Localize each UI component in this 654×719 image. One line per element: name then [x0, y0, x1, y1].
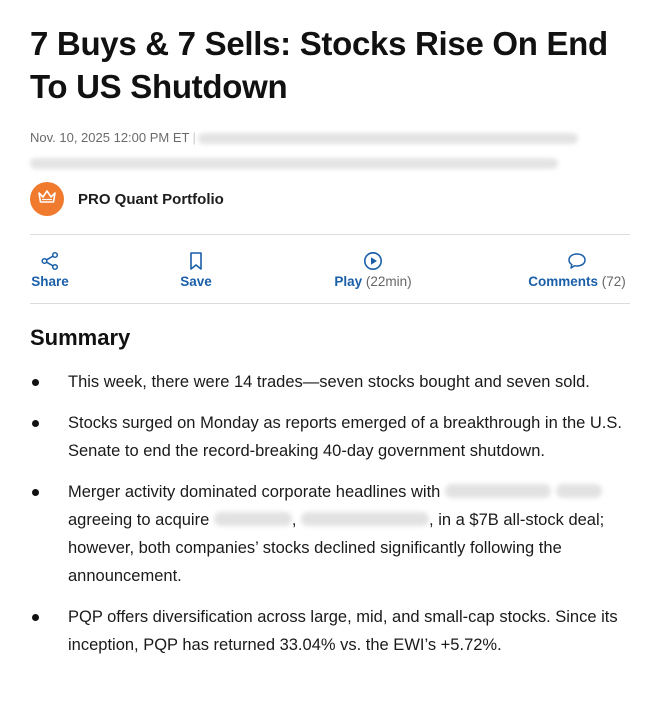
summary-bullet [30, 368, 630, 396]
comments-label: Comments (72) [528, 274, 626, 289]
save-label: Save [180, 274, 212, 289]
play-button[interactable] [330, 249, 416, 290]
crown-icon [37, 189, 57, 210]
redacted-tickers [30, 158, 558, 169]
bookmark-icon [188, 249, 204, 271]
article-date: Nov. 10, 2025 12:00 PM ET [30, 130, 190, 145]
save-button[interactable] [178, 249, 214, 290]
bullet-dot [32, 420, 39, 427]
comments-button[interactable] [524, 249, 630, 290]
play-label: Play (22min) [334, 274, 412, 289]
summary-bullet [30, 409, 630, 465]
summary-bullet [30, 478, 630, 590]
summary-bullet-text: This week, there were 14 trades—seven stocks bought and seven sold. [68, 373, 590, 391]
author-avatar[interactable] [30, 182, 64, 216]
summary-list [30, 368, 630, 659]
bullet-dot [32, 379, 39, 386]
author-name[interactable]: PRO Quant Portfolio [78, 190, 224, 208]
bullet-dot [32, 489, 39, 496]
meta-separator: | [192, 130, 196, 145]
share-icon [40, 249, 60, 271]
bullet-dot [32, 614, 39, 621]
redacted-ticker [301, 512, 429, 526]
redacted-company [214, 512, 292, 526]
summary-bullet [30, 603, 630, 659]
share-button[interactable] [30, 249, 70, 290]
redacted-company [445, 484, 551, 498]
redacted-ticker [556, 484, 602, 498]
summary-heading: Summary [30, 325, 131, 350]
summary-bullet-text: Stocks surged on Monday as reports emerged of a breakthrough in the U.S. Senate to end the record-breaking 40-day government shutdown. [68, 414, 622, 460]
article-title: 7 Buys & 7 Sells: Stocks Rise On End To US Shutdown [30, 25, 608, 105]
author-row[interactable] [30, 181, 630, 217]
redacted-tickers [198, 133, 578, 144]
summary-bullet-text: agreeing to acquire [68, 511, 210, 529]
summary-bullet-text: PQP offers diversification across large, mid, and small-cap stocks. Since its inception, PQP has returned 33.04% vs. the EWI’s +5.72%. [68, 608, 618, 654]
summary-bullet-text: , [291, 511, 297, 529]
article-actions-bar [30, 234, 630, 304]
share-label: Share [31, 274, 69, 289]
summary-bullet-text: , in a $7B all-stock deal; however, both companies’ stocks declined significantly following the announcement. [68, 511, 605, 585]
comment-icon [567, 249, 587, 271]
article-page [30, 0, 630, 672]
summary-bullet-text: Merger activity dominated corporate headlines with [68, 483, 441, 501]
article-meta [30, 125, 630, 175]
play-icon [363, 249, 383, 271]
